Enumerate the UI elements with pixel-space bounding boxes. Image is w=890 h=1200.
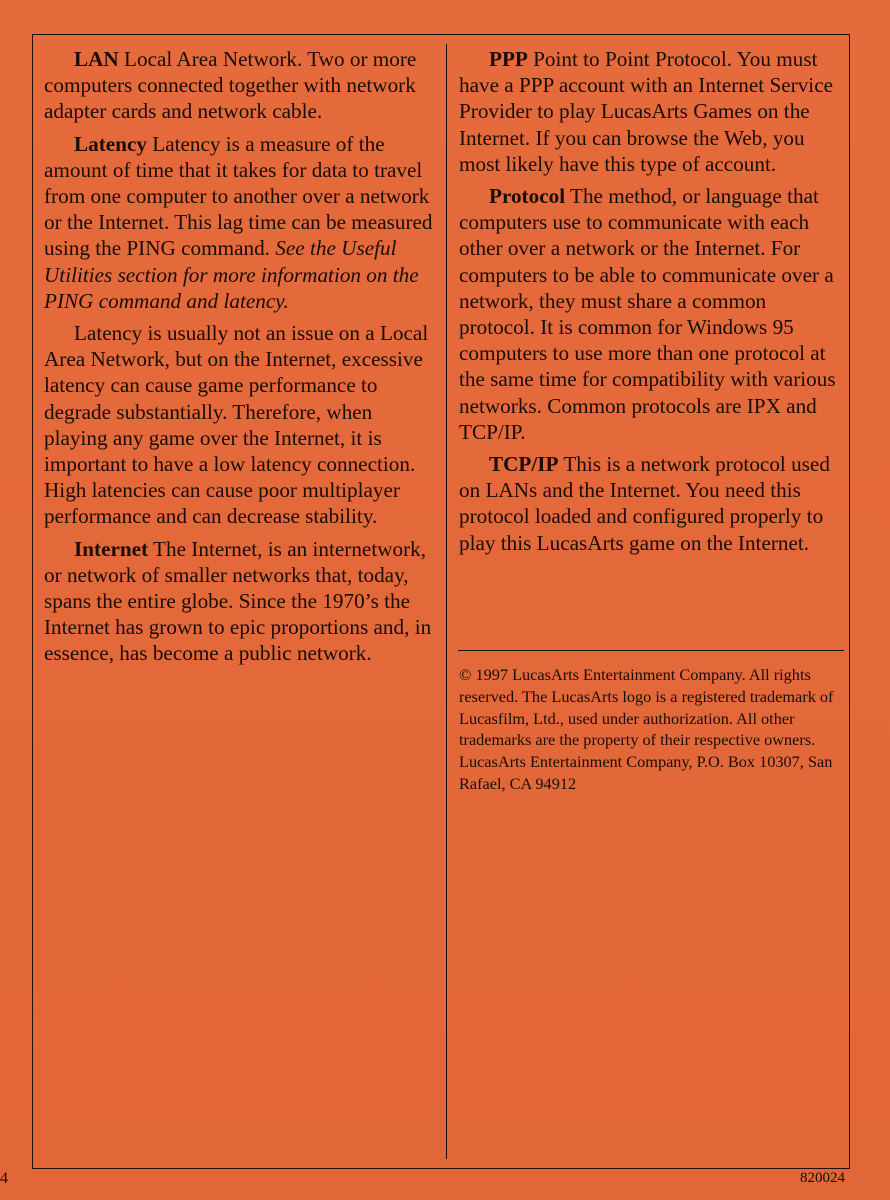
latency-cross-reference: See the Useful Utilities section for more information on the PING command and latency.	[44, 236, 419, 313]
column-divider	[446, 44, 447, 1159]
term-ppp: PPP	[489, 47, 528, 71]
entry-internet	[44, 536, 436, 667]
definition-tcpip: This is a network protocol used on LANs and the Internet. You need this protocol loaded and configured properly to play this LucasArts game on the Internet.	[459, 452, 830, 555]
definition-lan: Local Area Network. Two or more computers connected together with network adapter cards and network cable.	[44, 47, 417, 124]
term-internet: Internet	[74, 536, 149, 561]
left-column	[44, 46, 436, 673]
definition-internet: The Internet, is an internetwork, or network of smaller networks that, today, spans the entire globe. Since the 1970’s the Internet has grown to epic proportions and, in essence, has become a public network.	[44, 536, 432, 666]
term-lan: LAN	[74, 47, 119, 71]
entry-lan	[44, 46, 436, 125]
term-tcpip: TCP/IP	[489, 452, 559, 477]
entry-latency	[44, 131, 436, 314]
copyright-notice: © 1997 LucasArts Entertainment Company. All rights reserved. The LucasArts logo is a registered trademark of Lucasfilm, Ltd., used under authorization. All other trademarks are the property of their respective owners. LucasArts Entertainment Company, P.O. Box 10307, San Rafael, CA 94912	[459, 665, 834, 793]
entry-latency-continued: Latency is usually not an issue on a Local Area Network, but on the Internet, excessive latency can cause game performance to degrade substantially. Therefore, when playing any game over the Internet, it is important to have a low latency connection. High latencies can cause poor multiplayer performance and can decrease stability.	[44, 321, 429, 529]
page-number: 4	[0, 1170, 8, 1187]
term-protocol: Protocol	[489, 184, 566, 209]
definition-latency: Latency is a measure of the amount of time that it takes for data to travel from one computer to another over a network or the Internet. This lag time can be measured using the PING command.	[44, 131, 433, 261]
definition-protocol: The method, or language that computers use to communicate with each other over a network or the Internet. For computers to be able to communicate over a network, they must share a common protocol. It is common for Windows 95 computers to use more than one protocol at the same time for compatibility with various networks. Common protocols are IPX and TCP/IP.	[459, 184, 836, 444]
catalog-code: 820024	[800, 1170, 845, 1186]
copyright-rule	[458, 650, 844, 651]
entry-protocol	[459, 183, 845, 445]
term-latency: Latency	[74, 131, 147, 156]
entry-ppp	[459, 46, 845, 177]
definition-ppp: Point to Point Protocol. You must have a PPP account with an Internet Service Provider to play LucasArts Games on the Internet. If you can browse the Web, you most likely have this type of account.	[459, 47, 833, 176]
entry-tcpip	[459, 451, 845, 556]
right-column	[459, 46, 845, 562]
